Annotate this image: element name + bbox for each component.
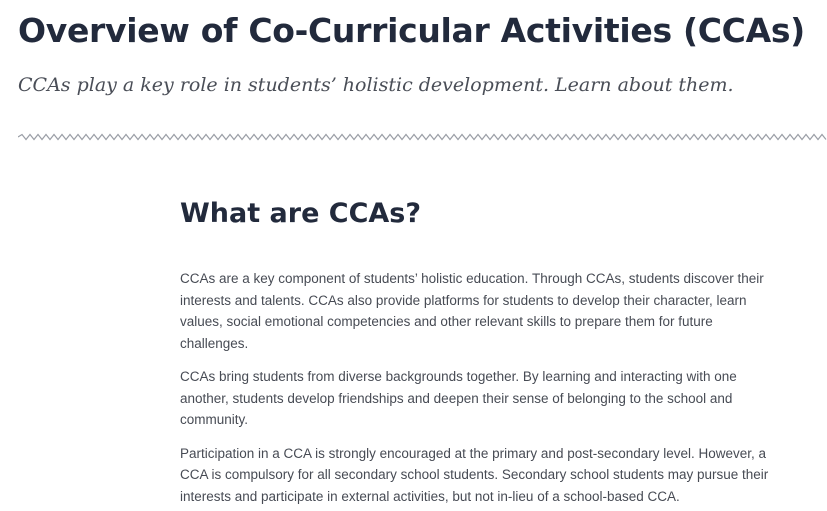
wavy-divider-line bbox=[18, 135, 826, 140]
paragraph: CCAs bring students from diverse backgrounds together. By learning and interacting with one another, students develop friendships and deepen their sense of belonging to the school and community. bbox=[180, 369, 737, 427]
wavy-divider bbox=[18, 132, 827, 142]
paragraph: CCAs are a key component of students’ holistic education. Through CCAs, students discover their interests and talents. CCAs also provide platforms for students to develop their character, learn values, social emotional competencies and other relevant skills to prepare them for future challenges. bbox=[180, 271, 764, 351]
page-subtitle: CCAs play a key role in students’ holistic development. Learn about them. bbox=[18, 74, 734, 96]
paragraph: Participation in a CCA is strongly encouraged at the primary and post-secondary level. However, a CCA is compulsory for all secondary school students. Secondary school students may pursue their interests and participate in external activities, but not in-lieu of a school-based CCA. bbox=[180, 445, 769, 504]
section-heading: What are CCAs? bbox=[180, 198, 422, 229]
main-content bbox=[180, 190, 780, 511]
page-title: Overview of Co-Curricular Activities (CCAs) bbox=[18, 11, 805, 50]
